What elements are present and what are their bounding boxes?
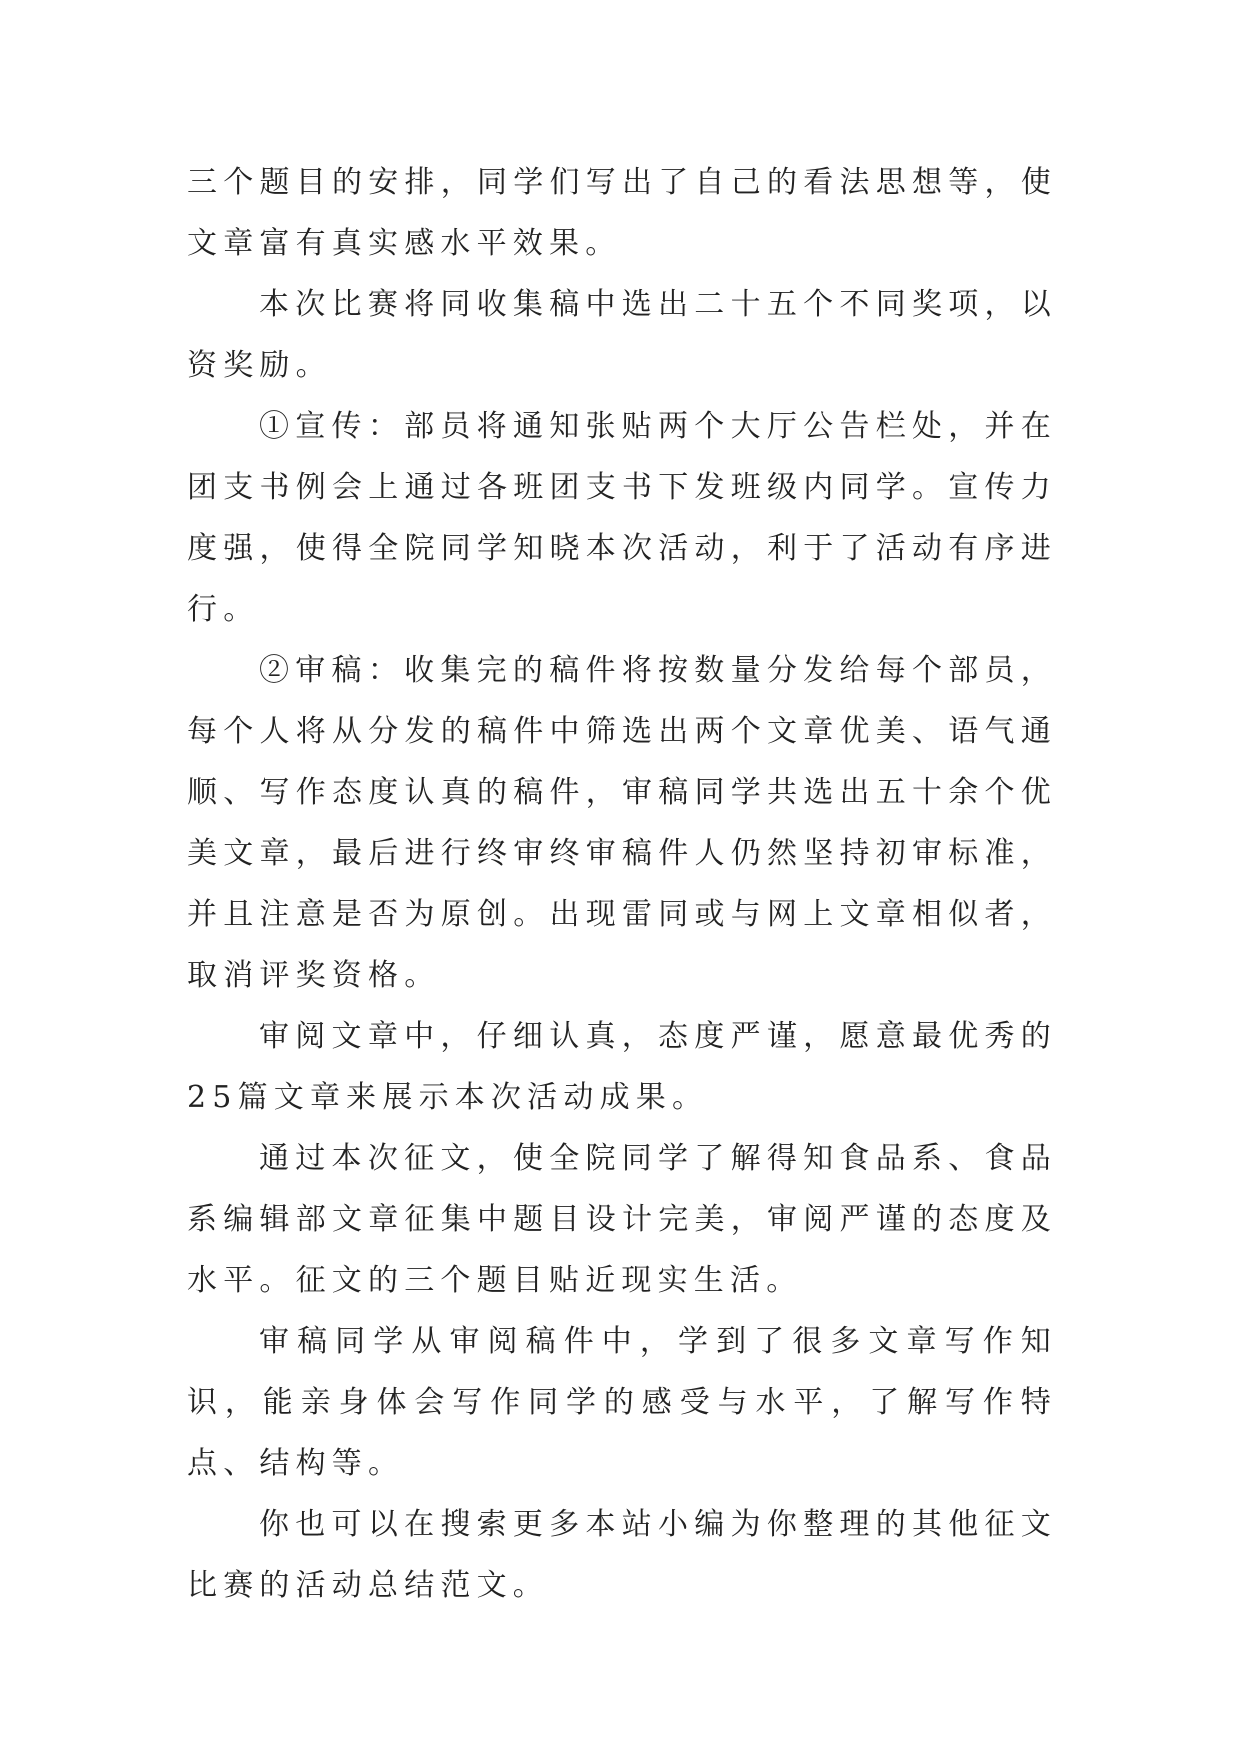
paragraph-5: 审阅文章中，仔细认真，态度严谨，愿意最优秀的25篇文章来展示本次活动成果。 xyxy=(187,1019,1057,1115)
paragraph-3: ①宣传：部员将通知张贴两个大厅公告栏处，并在团支书例会上通过各班团支书下发班级内同学。宣传力度强，使得全院同学知晓本次活动，利于了活动有序进行。 xyxy=(187,409,1057,627)
paragraph-1: 三个题目的安排，同学们写出了自己的看法思想等，使文章富有真实感水平效果。 xyxy=(187,165,1057,261)
paragraph-2: 本次比赛将同收集稿中选出二十五个不同奖项，以资奖励。 xyxy=(187,287,1057,383)
paragraph-4: ②审稿：收集完的稿件将按数量分发给每个部员，每个人将从分发的稿件中筛选出两个文章优美、语气通顺、写作态度认真的稿件，审稿同学共选出五十余个优美文章，最后进行终审终审稿件人仍然坚持初审标准，并且注意是否为原创。出现雷同或与网上文章相似者，取消评奖资格。 xyxy=(187,653,1057,993)
document-body xyxy=(187,152,1057,1616)
paragraph-6: 通过本次征文，使全院同学了解得知食品系、食品系编辑部文章征集中题目设计完美，审阅严谨的态度及水平。征文的三个题目贴近现实生活。 xyxy=(187,1141,1057,1298)
paragraph-7: 审稿同学从审阅稿件中，学到了很多文章写作知识，能亲身体会写作同学的感受与水平，了解写作特点、结构等。 xyxy=(187,1324,1057,1481)
paragraph-8: 你也可以在搜索更多本站小编为你整理的其他征文比赛的活动总结范文。 xyxy=(187,1507,1057,1603)
